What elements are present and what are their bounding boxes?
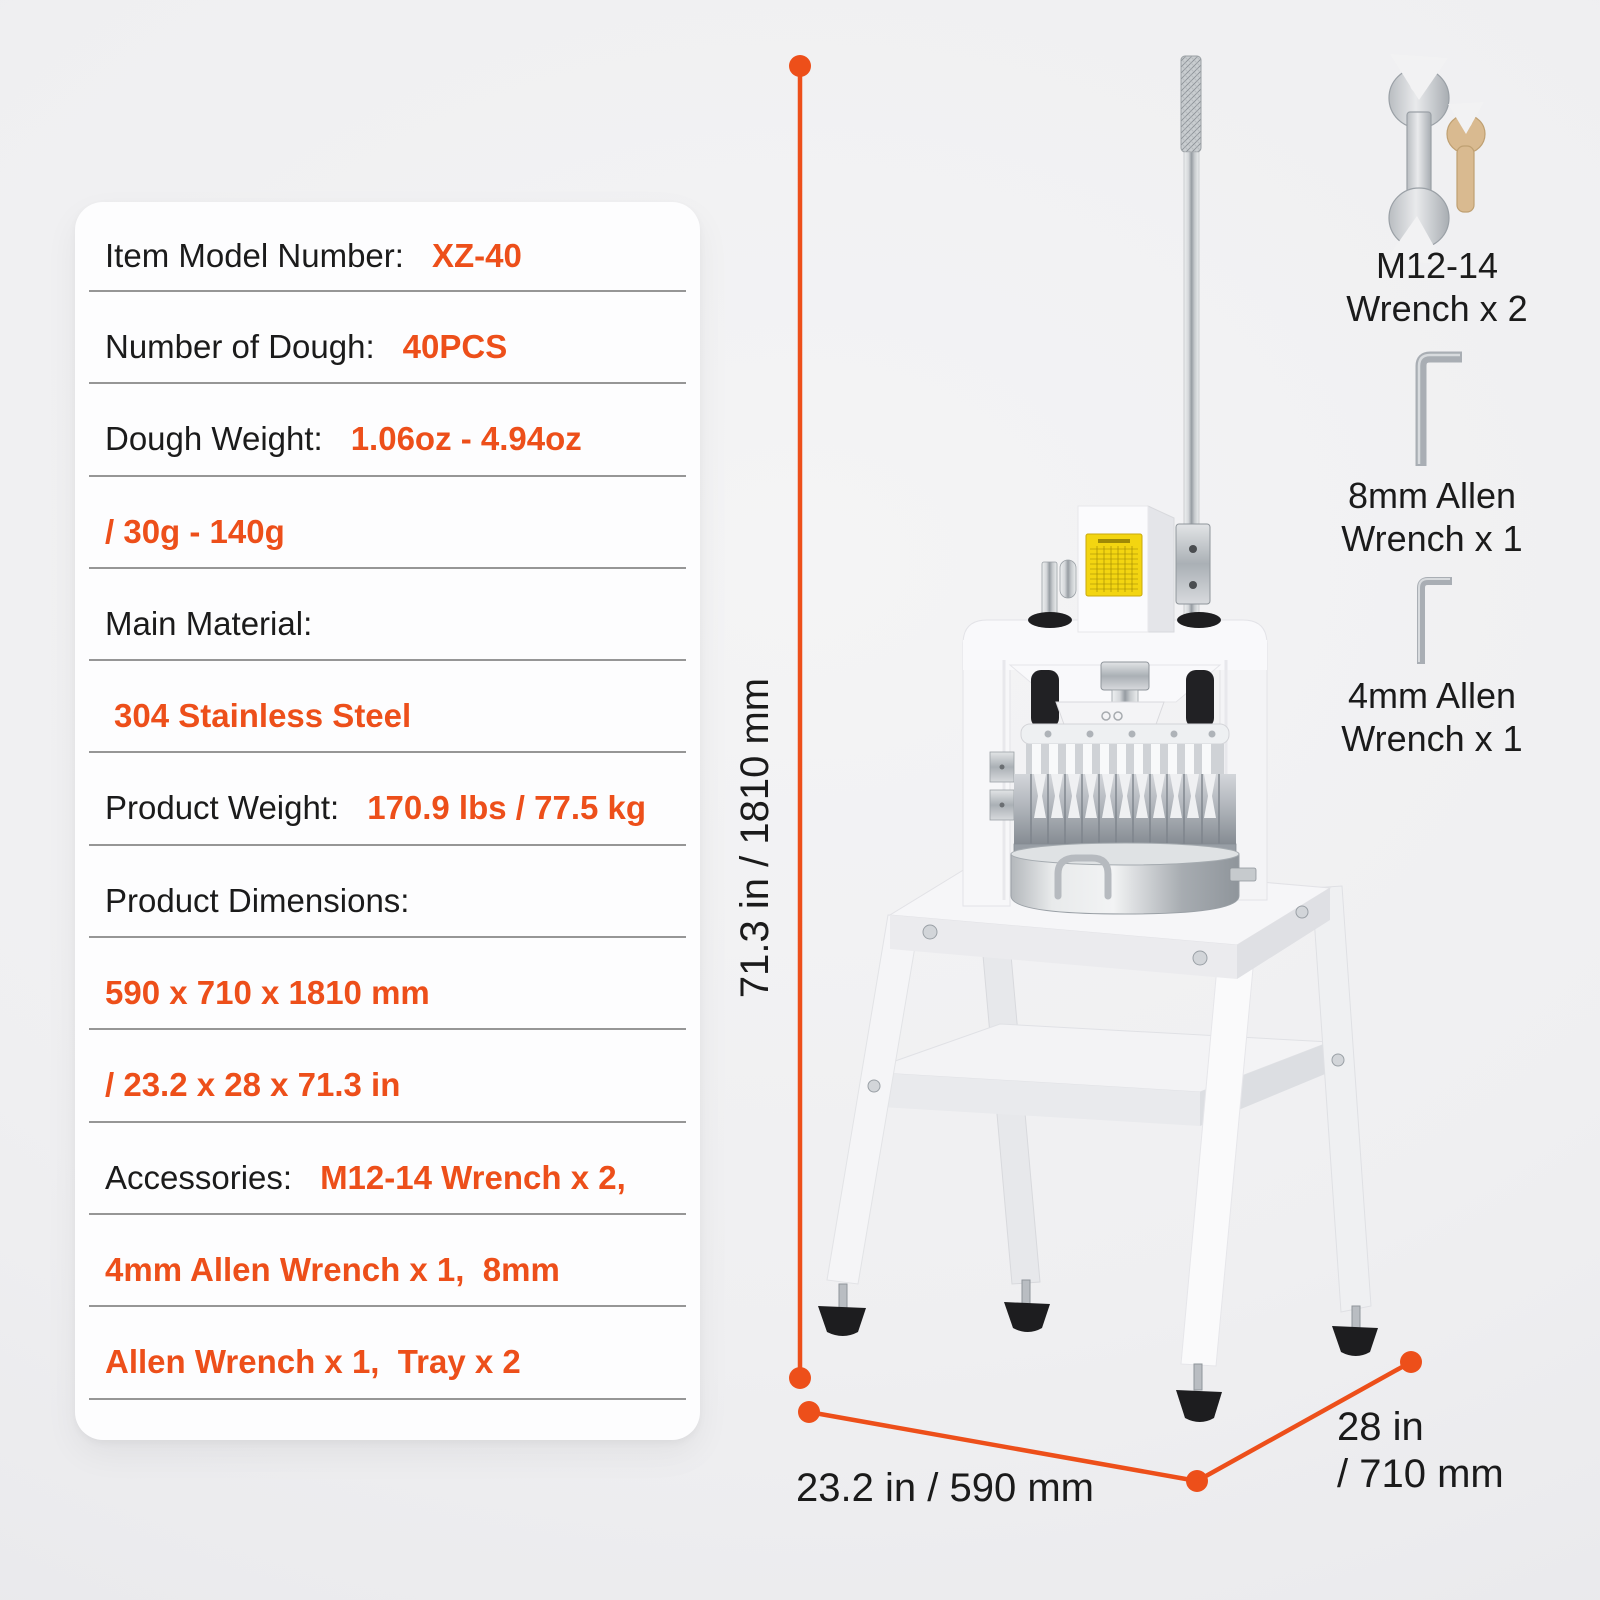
adjustable-foot <box>818 1284 866 1336</box>
accessory-label-8mm-allen-wrench <box>1282 474 1582 560</box>
height-dimension-label: 71.3 in / 1810 mm <box>733 677 777 999</box>
accessory-line1: 8mm Allen <box>1347 475 1517 516</box>
adjustable-foot <box>1176 1364 1222 1422</box>
depth-dimension-line1: 28 in <box>1337 1405 1424 1449</box>
width-dimension-label: 23.2 in / 590 mm <box>796 1466 1094 1510</box>
spec-value: XZ-40 <box>431 236 522 274</box>
brass-wrench-icon <box>1447 102 1485 212</box>
divider-drum <box>1014 724 1236 854</box>
depth-dimension-label <box>1337 1404 1577 1498</box>
stand-leg-front <box>1181 945 1255 1366</box>
orange-dot <box>1400 1351 1422 1373</box>
spec-row-accessories-3 <box>89 1307 686 1399</box>
spec-row-accessories <box>89 1123 686 1215</box>
allen-key-8mm-icon <box>1419 355 1462 466</box>
spec-row-accessories-2 <box>89 1215 686 1307</box>
spec-value: 590 x 710 x 1810 mm <box>105 974 430 1012</box>
accessory-line2: Wrench x 1 <box>1341 718 1523 759</box>
spec-row-product-dimensions <box>89 846 686 938</box>
adjustable-foot <box>1332 1306 1378 1356</box>
height-dimension-line <box>789 55 811 1389</box>
spec-value: 4mm Allen Wrench x 1, 8mm <box>105 1250 560 1288</box>
accessory-label-4mm-allen-wrench <box>1282 674 1582 760</box>
spec-value: Allen Wrench x 1, Tray x 2 <box>105 1343 521 1381</box>
stand-leg-right <box>1312 886 1371 1312</box>
spec-value: 1.06oz - 4.94oz <box>350 420 582 458</box>
spec-row-number-of-dough <box>89 292 686 384</box>
spec-label: Product Dimensions: <box>105 881 410 919</box>
spec-row-product-weight <box>89 753 686 845</box>
spec-value: 304 Stainless Steel <box>114 697 412 735</box>
spec-value: M12-14 Wrench x 2, <box>320 1158 626 1196</box>
spec-label: Product Weight: <box>105 789 340 827</box>
dough-pan <box>1011 843 1256 914</box>
spec-label: Dough Weight: <box>105 420 323 458</box>
orange-dot <box>789 55 811 77</box>
spec-row-main-material-value <box>89 661 686 753</box>
orange-dot <box>789 1367 811 1389</box>
spec-card <box>75 202 700 1440</box>
orange-dot <box>798 1401 820 1423</box>
spec-value: / 30g - 140g <box>105 512 285 550</box>
spec-label: Item Model Number: <box>105 236 404 274</box>
spec-row-item-model-number <box>89 202 686 292</box>
head-block <box>1028 506 1221 632</box>
open-end-wrench-icon <box>1386 54 1449 264</box>
division-chart-label <box>1086 534 1142 596</box>
accessory-line1: 4mm Allen <box>1347 675 1517 716</box>
spec-row-dough-weight-metric <box>89 477 686 569</box>
accessory-line2: Wrench x 1 <box>1341 518 1523 559</box>
spec-row-main-material <box>89 569 686 661</box>
spec-value: / 23.2 x 28 x 71.3 in <box>105 1066 401 1104</box>
allen-key-4mm-icon <box>1419 579 1452 664</box>
accessory-line2: Wrench x 2 <box>1346 288 1528 329</box>
stand-shelf <box>864 1024 1330 1126</box>
spec-row-dough-weight <box>89 384 686 476</box>
spec-label: Main Material: <box>105 604 313 642</box>
spec-label: Number of Dough: <box>105 328 375 365</box>
adjustable-foot <box>1004 1280 1050 1332</box>
accessory-label-m12-14-wrench <box>1287 244 1587 330</box>
depth-dimension-line2: / 710 mm <box>1337 1452 1504 1496</box>
spec-label: Accessories: <box>105 1158 293 1196</box>
spec-value: 170.9 lbs / 77.5 kg <box>367 789 647 827</box>
spec-rows <box>75 202 700 1400</box>
spec-value: 40PCS <box>402 328 508 365</box>
spec-row-dimensions-mm <box>89 938 686 1030</box>
accessory-line1: M12-14 <box>1375 245 1499 286</box>
spec-row-dimensions-in <box>89 1030 686 1122</box>
